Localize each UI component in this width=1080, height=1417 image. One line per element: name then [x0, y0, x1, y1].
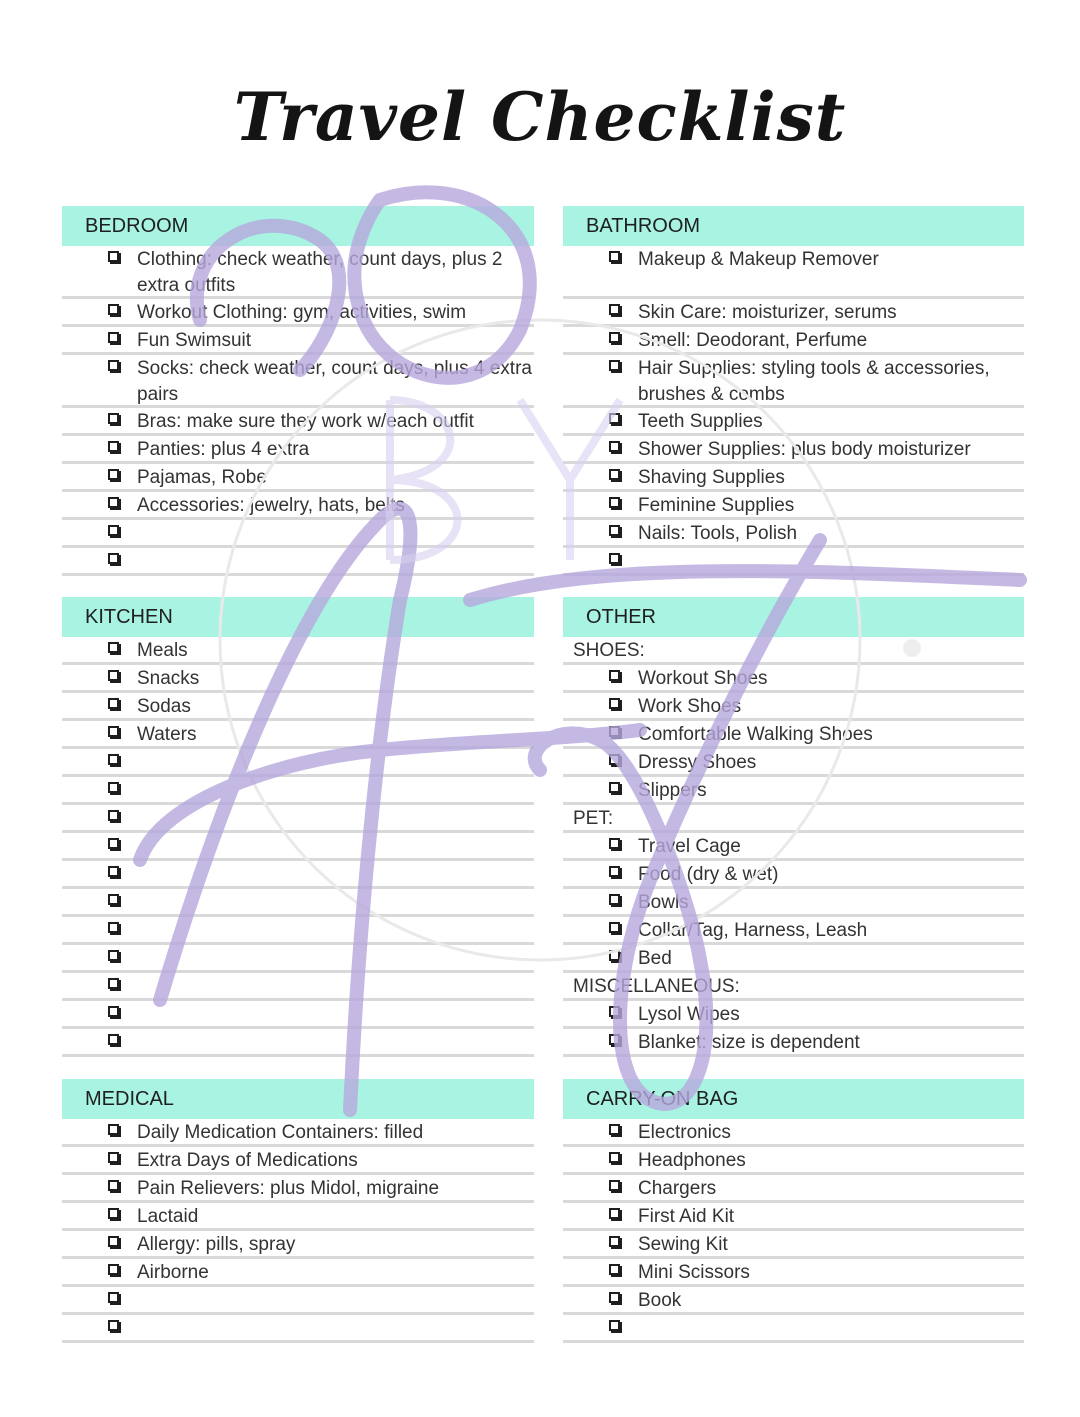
checklist-item: Workout Shoes: [563, 665, 1024, 693]
checkbox-icon[interactable]: [108, 978, 119, 989]
checklist-item: [62, 520, 534, 548]
section-header: BATHROOM: [563, 206, 1024, 246]
checklist-item: [62, 548, 534, 576]
checklist-item: Bras: make sure they work w/each outfit: [62, 408, 534, 436]
checklist-item: Lactaid: [62, 1203, 534, 1231]
subsection-label: SHOES:: [563, 637, 1024, 665]
checklist-item: Shaving Supplies: [563, 464, 1024, 492]
checkbox-icon[interactable]: [609, 525, 620, 536]
checklist-item: Pain Relievers: plus Midol, migraine: [62, 1175, 534, 1203]
section-header: KITCHEN: [62, 597, 534, 637]
checkbox-icon[interactable]: [108, 754, 119, 765]
subsection-label: PET:: [563, 805, 1024, 833]
checkbox-icon[interactable]: [609, 782, 620, 793]
checklist-item: [563, 1315, 1024, 1343]
checklist: [563, 1119, 1024, 1343]
checkbox-icon[interactable]: [609, 1292, 620, 1303]
checklist-item: Fun Swimsuit: [62, 327, 534, 355]
checklist-item: Snacks: [62, 665, 534, 693]
checklist-item: Comfortable Walking Shoes: [563, 721, 1024, 749]
checklist-item: Waters: [62, 721, 534, 749]
checklist-item: Food (dry & wet): [563, 861, 1024, 889]
section-medical: [62, 1079, 534, 1343]
checkbox-icon[interactable]: [108, 553, 119, 564]
checklist-item: Hair Supplies: styling tools & accessories, brushes & combs: [563, 355, 1024, 408]
section-header: MEDICAL: [62, 1079, 534, 1119]
section-kitchen: [62, 597, 534, 1057]
section-carry-on-bag: [563, 1079, 1024, 1343]
checklist-item: Electronics: [563, 1119, 1024, 1147]
checkbox-icon[interactable]: [609, 726, 620, 737]
checklist-item: [62, 777, 534, 805]
checklist-item: [62, 973, 534, 1001]
section-bathroom: [563, 206, 1024, 576]
checklist-item: [62, 945, 534, 973]
checkbox-icon[interactable]: [108, 698, 119, 709]
checklist-item: [62, 1001, 534, 1029]
checkbox-icon[interactable]: [108, 1152, 119, 1163]
checkbox-icon[interactable]: [609, 360, 620, 371]
checklist-item: Teeth Supplies: [563, 408, 1024, 436]
checklist-item: [62, 917, 534, 945]
checkbox-icon[interactable]: [609, 332, 620, 343]
checkbox-icon[interactable]: [609, 950, 620, 961]
checklist-item: [62, 1029, 534, 1057]
checklist-item: Panties: plus 4 extra: [62, 436, 534, 464]
checkbox-icon[interactable]: [609, 251, 620, 262]
checklist-item: Bed: [563, 945, 1024, 973]
checklist-item: Sodas: [62, 693, 534, 721]
checklist-item: Accessories: jewelry, hats, belts: [62, 492, 534, 520]
section-other: [563, 597, 1024, 1057]
checklist-item: Pajamas, Robe: [62, 464, 534, 492]
checkbox-icon[interactable]: [108, 950, 119, 961]
checklist-item: Daily Medication Containers: filled: [62, 1119, 534, 1147]
checklist: [62, 246, 534, 576]
checkbox-icon[interactable]: [609, 304, 620, 315]
checklist: [62, 637, 534, 1057]
page-title: Travel Checklist: [233, 78, 847, 156]
checklist: [563, 637, 1024, 1057]
checkbox-icon[interactable]: [108, 726, 119, 737]
checklist-item: Bowls: [563, 889, 1024, 917]
checklist-item: Airborne: [62, 1259, 534, 1287]
checklist-item: Sewing Kit: [563, 1231, 1024, 1259]
checklist-item: Collar/Tag, Harness, Leash: [563, 917, 1024, 945]
section-header: OTHER: [563, 597, 1024, 637]
checkbox-icon[interactable]: [609, 1320, 620, 1331]
checklist-item: [62, 861, 534, 889]
checkbox-icon[interactable]: [108, 782, 119, 793]
checkbox-icon[interactable]: [609, 553, 620, 564]
checkbox-icon[interactable]: [108, 838, 119, 849]
checkbox-icon[interactable]: [609, 670, 620, 681]
checkbox-icon[interactable]: [108, 332, 119, 343]
checkbox-icon[interactable]: [609, 497, 620, 508]
checkbox-icon[interactable]: [609, 922, 620, 933]
checkbox-icon[interactable]: [108, 251, 119, 262]
checkbox-icon[interactable]: [108, 497, 119, 508]
checkbox-icon[interactable]: [609, 1180, 620, 1191]
checklist-item: [62, 749, 534, 777]
checkbox-icon[interactable]: [609, 1124, 620, 1135]
checkbox-icon[interactable]: [609, 1034, 620, 1045]
section-bedroom: [62, 206, 534, 576]
checklist-item: [563, 548, 1024, 576]
checklist-item: Extra Days of Medications: [62, 1147, 534, 1175]
checklist-item: First Aid Kit: [563, 1203, 1024, 1231]
checkbox-icon[interactable]: [609, 469, 620, 480]
checkbox-icon[interactable]: [108, 360, 119, 371]
checklist-item: Clothing: check weather, count days, plus 2 extra outfits: [62, 246, 534, 299]
checkbox-icon[interactable]: [609, 698, 620, 709]
checklist-item: [62, 1287, 534, 1315]
checklist-item: Feminine Supplies: [563, 492, 1024, 520]
checklist-item: Chargers: [563, 1175, 1024, 1203]
checkbox-icon[interactable]: [108, 810, 119, 821]
checkbox-icon[interactable]: [108, 642, 119, 653]
checkbox-icon[interactable]: [609, 894, 620, 905]
checkbox-icon[interactable]: [609, 1264, 620, 1275]
checkbox-icon[interactable]: [108, 525, 119, 536]
checklist-item: Dressy Shoes: [563, 749, 1024, 777]
checklist-item: Travel Cage: [563, 833, 1024, 861]
checkbox-icon[interactable]: [609, 413, 620, 424]
section-header: CARRY-ON BAG: [563, 1079, 1024, 1119]
checkbox-icon[interactable]: [108, 894, 119, 905]
checkbox-icon[interactable]: [108, 1236, 119, 1247]
checklist-item: Book: [563, 1287, 1024, 1315]
checklist-item: Makeup & Makeup Remover: [563, 246, 1024, 299]
checkbox-icon[interactable]: [609, 441, 620, 452]
checklist-item: Allergy: pills, spray: [62, 1231, 534, 1259]
subsection-label: MISCELLANEOUS:: [563, 973, 1024, 1001]
checklist-item: Smell: Deodorant, Perfume: [563, 327, 1024, 355]
checkbox-icon[interactable]: [108, 922, 119, 933]
checkbox-icon[interactable]: [108, 1180, 119, 1191]
checklist-item: Skin Care: moisturizer, serums: [563, 299, 1024, 327]
checklist-item: Shower Supplies: plus body moisturizer: [563, 436, 1024, 464]
checkbox-icon[interactable]: [108, 1006, 119, 1017]
checklist-item: [62, 833, 534, 861]
checklist: [563, 246, 1024, 576]
checkbox-icon[interactable]: [108, 413, 119, 424]
checkbox-icon[interactable]: [108, 1292, 119, 1303]
checkbox-icon[interactable]: [108, 866, 119, 877]
checkbox-icon[interactable]: [108, 304, 119, 315]
checklist-item: Socks: check weather, count days, plus 4 extra pairs: [62, 355, 534, 408]
checkbox-icon[interactable]: [609, 754, 620, 765]
checkbox-icon[interactable]: [609, 1236, 620, 1247]
checkbox-icon[interactable]: [609, 1208, 620, 1219]
checklist-item: Meals: [62, 637, 534, 665]
checkbox-icon[interactable]: [609, 1152, 620, 1163]
checkbox-icon[interactable]: [108, 1264, 119, 1275]
checkbox-icon[interactable]: [609, 1006, 620, 1017]
checklist-item: Lysol Wipes: [563, 1001, 1024, 1029]
checkbox-icon[interactable]: [108, 1320, 119, 1331]
checkbox-icon[interactable]: [108, 1208, 119, 1219]
checklist-item: Blanket: size is dependent: [563, 1029, 1024, 1057]
checkbox-icon[interactable]: [108, 441, 119, 452]
checklist-item: Work Shoes: [563, 693, 1024, 721]
checklist-item: Headphones: [563, 1147, 1024, 1175]
checklist-item: [62, 1315, 534, 1343]
checklist-item: Workout Clothing: gym, activities, swim: [62, 299, 534, 327]
checkbox-icon[interactable]: [609, 866, 620, 877]
checkbox-icon[interactable]: [108, 469, 119, 480]
section-header: BEDROOM: [62, 206, 534, 246]
checkbox-icon[interactable]: [609, 838, 620, 849]
checklist-item: Nails: Tools, Polish: [563, 520, 1024, 548]
checklist: [62, 1119, 534, 1343]
checkbox-icon[interactable]: [108, 670, 119, 681]
checklist-item: [62, 889, 534, 917]
checklist-item: [62, 805, 534, 833]
checklist-item: Mini Scissors: [563, 1259, 1024, 1287]
checklist-item: Slippers: [563, 777, 1024, 805]
checkbox-icon[interactable]: [108, 1124, 119, 1135]
checkbox-icon[interactable]: [108, 1034, 119, 1045]
